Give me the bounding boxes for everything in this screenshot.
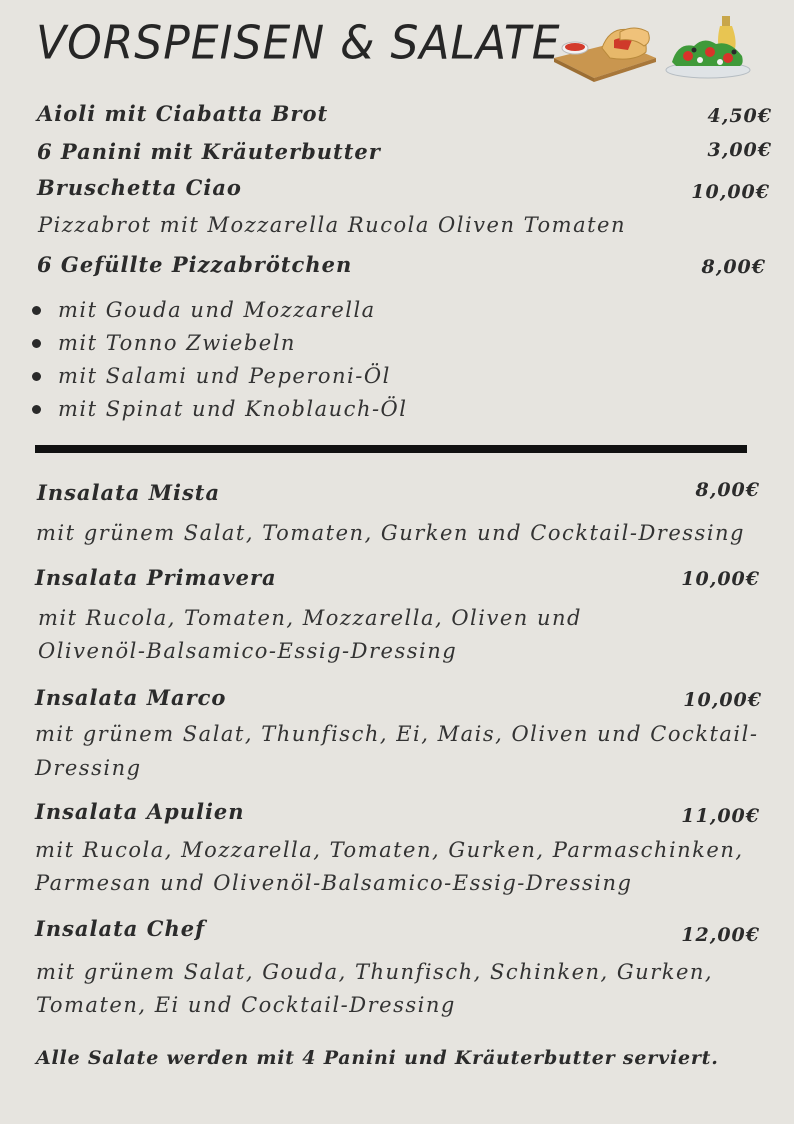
bullet-icon [32,306,41,315]
filling-options-list [30,294,408,426]
item-description: Tomaten, Ei und Cocktail-Dressing [36,993,456,1017]
salad-bowl-icon [664,12,752,80]
item-name: Bruschetta Ciao [37,175,242,200]
item-price: 10,00€ [681,568,760,590]
item-name: Insalata Primavera [35,565,277,590]
panini-board-icon [548,18,660,82]
list-item: mit Gouda und Mozzarella [30,294,408,327]
item-name: 6 Panini mit Kräuterbutter [37,139,381,164]
item-description: mit Rucola, Tomaten, Mozzarella, Oliven und [38,606,582,630]
section-divider [35,445,747,453]
item-price: 10,00€ [691,181,770,203]
list-item: mit Salami und Peperoni-Öl [30,360,408,393]
item-price: 11,00€ [681,805,760,827]
item-description: mit Rucola, Mozzarella, Tomaten, Gurken, Parmaschinken, [35,838,744,862]
item-description: mit grünem Salat, Gouda, Thunfisch, Schinken, Gurken, [36,960,714,984]
footer-note: Alle Salate werden mit 4 Panini und Kräuterbutter serviert. [36,1047,719,1069]
page-title: VORSPEISEN & SALATE [36,16,561,71]
item-name: Aioli mit Ciabatta Brot [37,101,329,126]
item-description: mit grünem Salat, Thunfisch, Ei, Mais, Oliven und Cocktail- [35,722,759,746]
item-price: 4,50€ [707,105,772,127]
item-price: 8,00€ [701,256,766,278]
item-description: Olivenöl-Balsamico-Essig-Dressing [38,639,458,663]
bullet-icon [32,372,41,381]
item-description: Pizzabrot mit Mozzarella Rucola Oliven Tomaten [38,213,627,237]
item-name: 6 Gefüllte Pizzabrötchen [37,252,353,277]
list-item: mit Spinat und Knoblauch-Öl [30,393,408,426]
item-price: 8,00€ [695,479,760,501]
bullet-icon [32,405,41,414]
list-item: mit Tonno Zwiebeln [30,327,408,360]
item-description: mit grünem Salat, Tomaten, Gurken und Cocktail-Dressing [36,521,746,545]
bullet-icon [32,339,41,348]
item-price: 3,00€ [707,139,772,161]
item-price: 12,00€ [681,924,760,946]
item-price: 10,00€ [683,689,762,711]
item-name: Insalata Chef [35,916,206,941]
item-name: Insalata Marco [35,685,227,710]
item-description: Parmesan und Olivenöl-Balsamico-Essig-Dressing [35,871,633,895]
item-name: Insalata Mista [37,480,221,505]
item-description: Dressing [35,756,142,780]
item-name: Insalata Apulien [35,799,245,824]
